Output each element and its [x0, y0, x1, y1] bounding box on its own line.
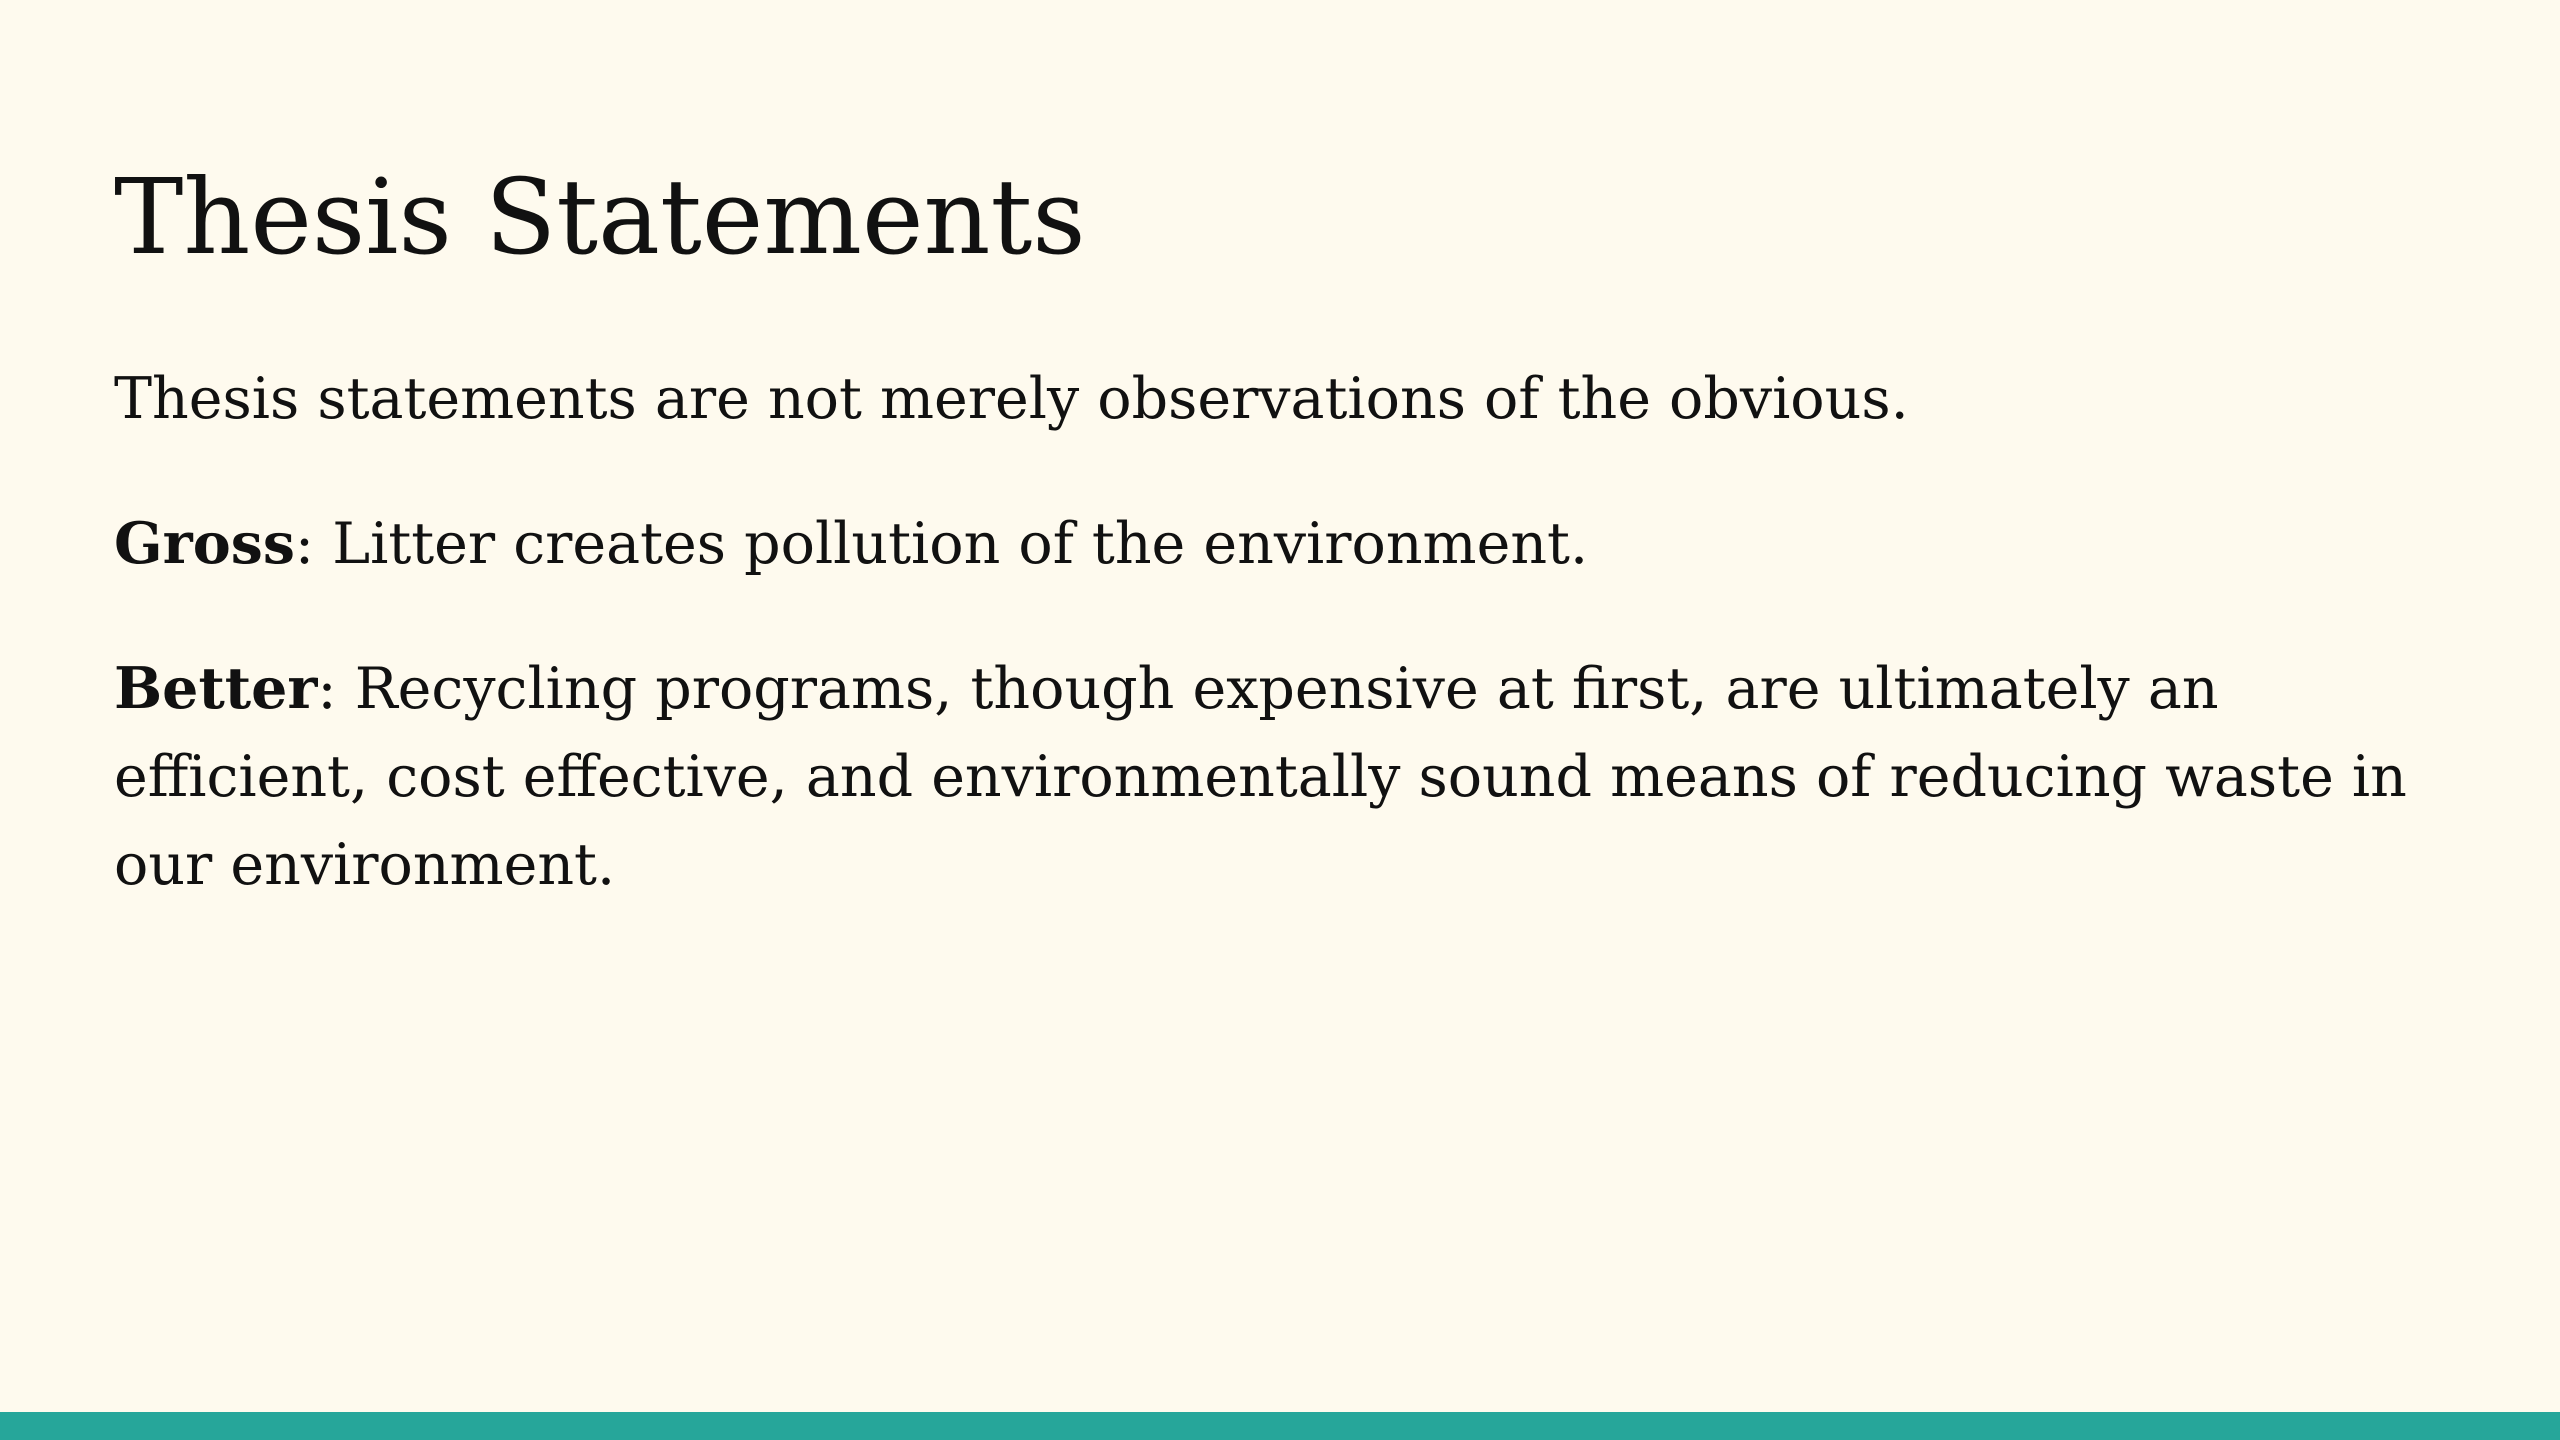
better-separator: :: [317, 656, 337, 722]
gross-label: Gross: [114, 510, 295, 577]
gross-text: Litter creates pollution of the environment.: [314, 511, 1589, 577]
slide-title: Thesis Statements: [114, 156, 1086, 278]
intro-paragraph: Thesis statements are not merely observations of the obvious.: [114, 366, 1909, 432]
better-label: Better: [114, 655, 318, 722]
slide-body: [114, 355, 2454, 966]
gross-separator: :: [294, 511, 315, 577]
better-text: Recycling programs, though expensive at first, are ultimately an efficient, cost effective, and environmentally sound means of reducing waste in our environment.: [114, 656, 2407, 898]
gross-example-paragraph: [114, 500, 2454, 588]
better-example-paragraph: [114, 645, 2454, 909]
bottom-accent-bar: [0, 1412, 2560, 1440]
